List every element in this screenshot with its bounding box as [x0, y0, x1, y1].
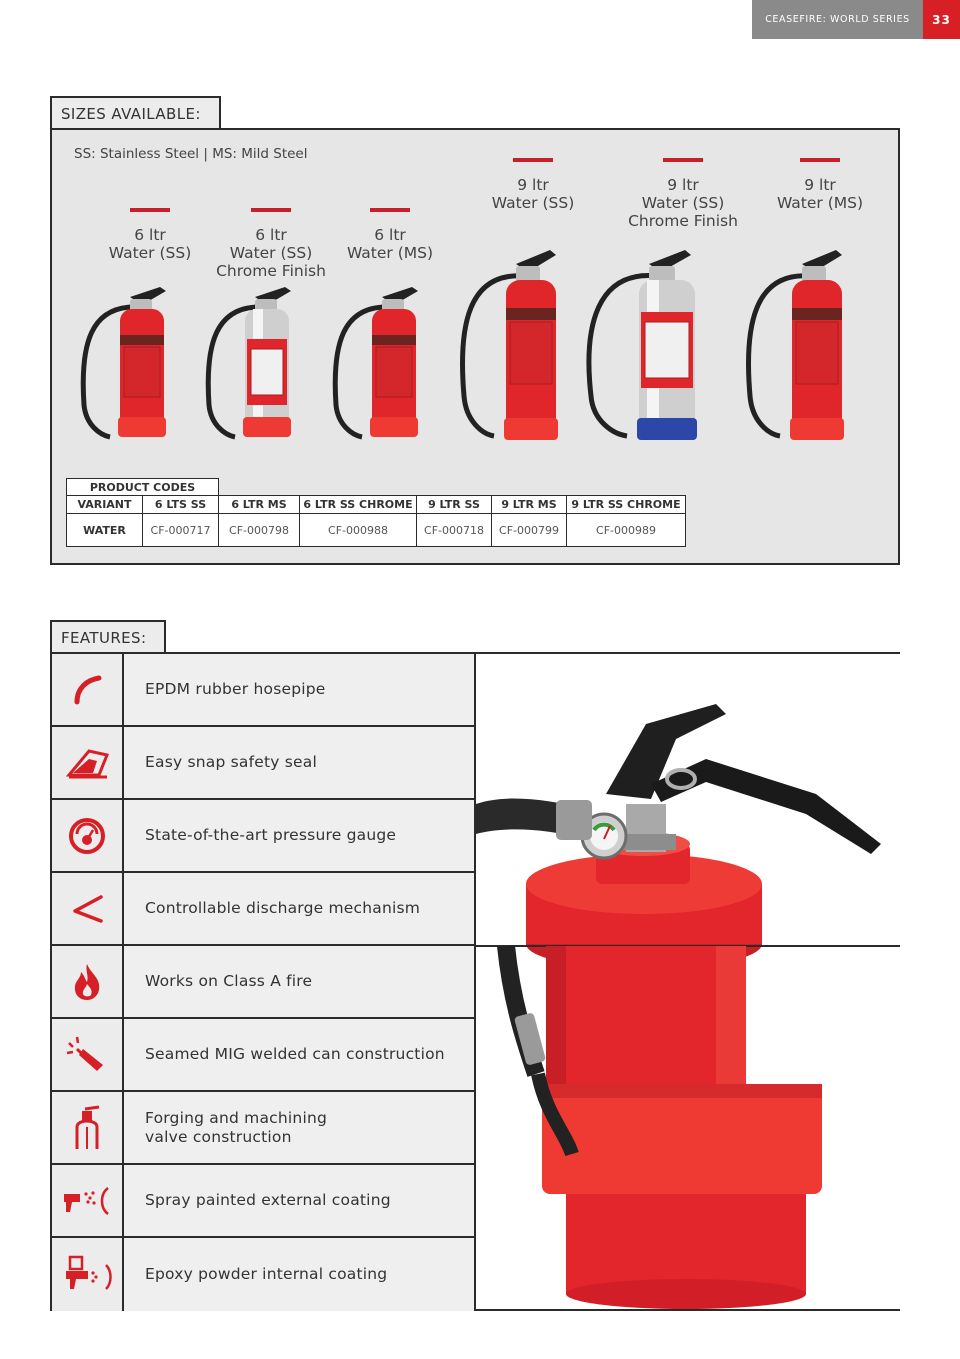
table-header-row: [66, 496, 686, 514]
caption-accent-bar: [370, 208, 410, 212]
sizes-tab: [50, 96, 221, 130]
table-header-cell: 9 LTR SS: [417, 496, 492, 514]
series-title: CEASEFIRE: WORLD SERIES: [752, 0, 923, 39]
table-cell: CF-000798: [219, 514, 300, 547]
feature-row: [52, 1092, 474, 1165]
hosepipe-icon: [52, 654, 124, 725]
welding-torch-icon: [52, 1019, 124, 1090]
feature-row: [52, 1238, 474, 1311]
caption-accent-bar: [663, 158, 703, 162]
product-codes-title: PRODUCT CODES: [67, 479, 219, 496]
feature-text: Controllable discharge mechanism: [124, 873, 474, 944]
feature-text: EPDM rubber hosepipe: [124, 654, 474, 725]
caption-line: Water (SS): [491, 194, 575, 212]
extinguisher-6l-ms-image: [332, 285, 432, 450]
page-header: [752, 0, 960, 39]
table-header-cell: VARIANT: [67, 496, 143, 514]
page-number: 33: [923, 0, 960, 39]
safety-seal-icon: [52, 727, 124, 798]
material-legend: SS: Stainless Steel | MS: Mild Steel: [74, 146, 308, 162]
product-caption-1: [80, 208, 220, 262]
caption-line: Water (MS): [346, 244, 434, 262]
table-header-cell: 6 LTS SS: [143, 496, 219, 514]
feature-text: Spray painted external coating: [124, 1165, 474, 1236]
feature-row: [52, 873, 474, 946]
table-header-cell: 6 LTR SS CHROME: [300, 496, 417, 514]
product-caption-5: [613, 158, 753, 230]
product-codes-table: [66, 478, 686, 547]
sizes-tab-label: SIZES AVAILABLE:: [61, 105, 201, 123]
extinguisher-9l-ss-chrome-image: [585, 246, 715, 456]
extinguisher-9l-ms-image: [746, 246, 856, 456]
caption-accent-bar: [800, 158, 840, 162]
feature-row: [52, 800, 474, 873]
feature-row: [52, 946, 474, 1019]
fire-icon: [52, 946, 124, 1017]
feature-text: Epoxy powder internal coating: [124, 1238, 474, 1311]
table-row: [66, 514, 686, 547]
extinguisher-6l-ss-image: [80, 285, 180, 450]
spray-gun-icon: [52, 1165, 124, 1236]
feature-text: State-of-the-art pressure gauge: [124, 800, 474, 871]
caption-accent-bar: [251, 208, 291, 212]
table-cell: CF-000717: [143, 514, 219, 547]
caption-line: 6 ltr: [255, 226, 287, 244]
table-cell: WATER: [67, 514, 143, 547]
caption-accent-bar: [130, 208, 170, 212]
caption-line: Chrome Finish: [216, 262, 326, 280]
extinguisher-6l-ss-chrome-image: [205, 285, 305, 450]
product-caption-4: [463, 158, 603, 212]
caption-line: 9 ltr: [667, 176, 699, 194]
caption-line: 6 ltr: [374, 226, 406, 244]
caption-line: Water (SS): [108, 244, 192, 262]
product-caption-3: [320, 208, 460, 262]
caption-accent-bar: [513, 158, 553, 162]
extinguisher-9l-ss-image: [460, 246, 570, 456]
feature-text: Works on Class A fire: [124, 946, 474, 1017]
feature-text: Seamed MIG welded can construction: [124, 1019, 474, 1090]
table-cell: CF-000799: [492, 514, 567, 547]
caption-line: 9 ltr: [804, 176, 836, 194]
caption-line: Water (SS): [229, 244, 313, 262]
feature-text: Easy snap safety seal: [124, 727, 474, 798]
table-cell: CF-000989: [567, 514, 686, 547]
feature-row: [52, 727, 474, 800]
table-header-cell: 9 LTR SS CHROME: [567, 496, 686, 514]
table-cell: CF-000988: [300, 514, 417, 547]
caption-line: Chrome Finish: [628, 212, 738, 230]
table-header-cell: 9 LTR MS: [492, 496, 567, 514]
product-caption-6: [750, 158, 890, 212]
feature-row: [52, 1019, 474, 1092]
features-panel: [50, 652, 900, 1311]
caption-line: Water (SS): [641, 194, 725, 212]
discharge-lever-icon: [52, 873, 124, 944]
caption-line: 9 ltr: [517, 176, 549, 194]
caption-line: 6 ltr: [134, 226, 166, 244]
feature-text: Forging and machining valve construction: [124, 1092, 474, 1163]
extinguisher-closeup-image: [476, 654, 900, 1309]
table-header-cell: 6 LTR MS: [219, 496, 300, 514]
feature-row: [52, 1165, 474, 1238]
table-cell: CF-000718: [417, 514, 492, 547]
features-tab: [50, 620, 166, 654]
product-closeup-photo: [474, 654, 900, 1309]
valve-cylinder-icon: [52, 1092, 124, 1163]
caption-line: Water (MS): [776, 194, 864, 212]
powder-coating-icon: [52, 1238, 124, 1311]
pressure-gauge-icon: [52, 800, 124, 871]
features-tab-label: FEATURES:: [61, 629, 147, 647]
feature-row: [52, 654, 474, 727]
